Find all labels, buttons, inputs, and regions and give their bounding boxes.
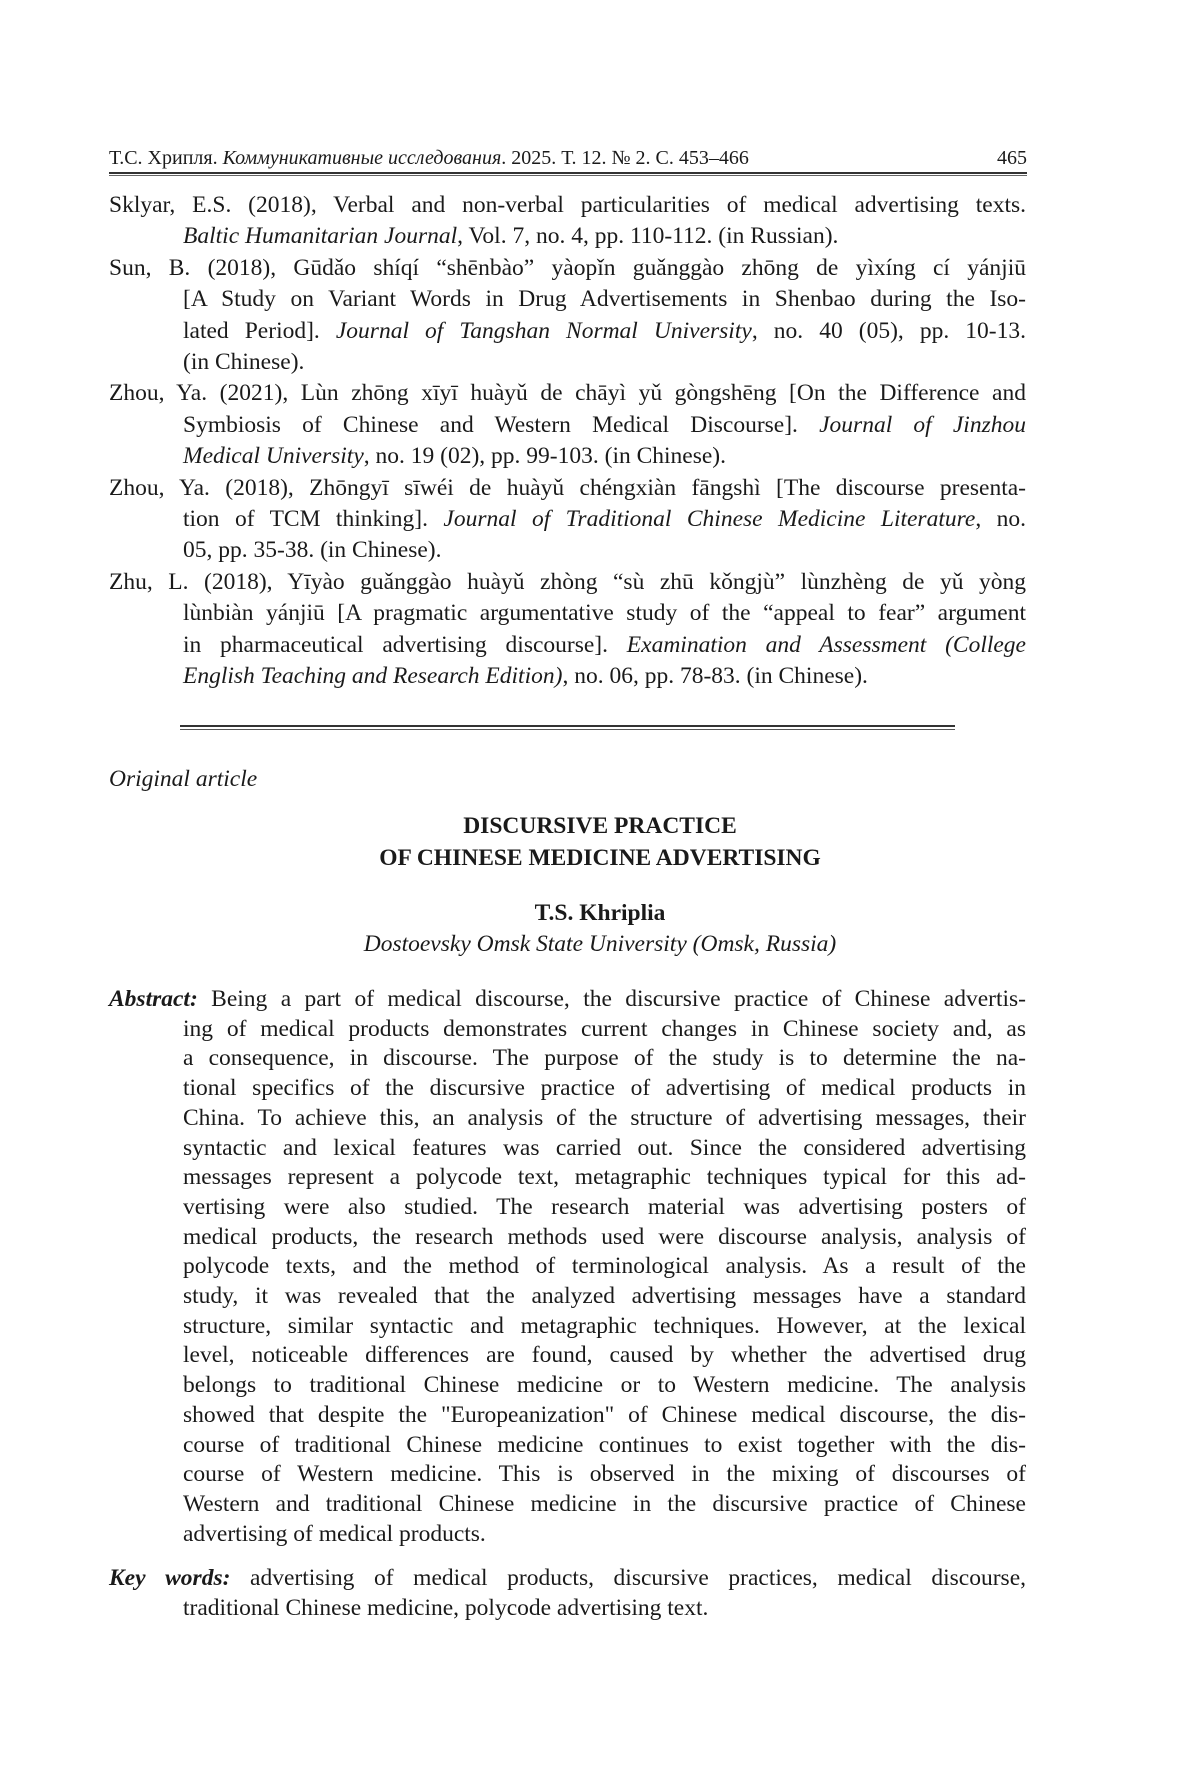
reference-text: Symbiosis of Chinese and Western Medical Discourse]. [183,411,820,438]
reference-text: , no. 40 (05), pp. 10-13. [751,317,1027,344]
reference-text: 05, pp. 35-38. (in Chinese). [183,537,442,564]
reference-text: tion of TCM thinking]. [183,506,444,533]
reference-text: , Vol. 7, no. 4, pp. 110-112. (in Russian). [457,223,839,250]
reference-text: lùnbiàn yánjiū [A pragmatic argumentative study of the “appeal to fear” argument [183,600,1026,627]
abstract [109,985,1026,1549]
reference-line [183,504,1026,535]
reference-text: Zhu, L. (2018), Yīyào guǎnggào huàyǔ zhòng “sù zhū kǒngjù” lùnzhèng de yǔ yòng [109,568,1026,595]
reference-line [109,567,1026,598]
reference-text: [A Study on Variant Words in Drug Advertisements in Shenbao during the Iso- [183,286,1026,313]
reference-text: Zhou, Ya. (2018), Zhōngyī sīwéi de huàyǔ chéngxiàn fāngshì [The discourse presenta- [109,474,1026,501]
abstract-line [183,1074,1026,1104]
article-type: Original article [109,766,258,792]
keywords-label: Key words: [109,1565,231,1591]
abstract-text: syntactic and lexical features was carried out. Since the considered advertising [183,1134,1026,1161]
abstract-text: Western and traditional Chinese medicine in the discursive practice of Chinese [183,1490,1026,1517]
reference-entry [109,567,1026,693]
reference-text: Sun, B. (2018), Gūdǎo shíqí “shēnbào” yàopǐn guǎnggào zhōng de yìxíng cí yánjiū [109,254,1026,281]
author-affiliation: Dostoevsky Omsk State University (Omsk, Russia) [363,931,837,957]
abstract-line [183,1401,1026,1431]
abstract-text: Being a part of medical discourse, the discursive practice of Chinese advertis- [197,986,1026,1012]
abstract-text: vertising were also studied. The research material was advertising posters of [183,1193,1026,1220]
abstract-text: level, noticeable differences are found, caused by whether the advertised drug [183,1342,1026,1369]
keywords-line [183,1594,1026,1624]
reference-text: lated Period]. [183,317,336,344]
reference-line [183,535,1026,566]
abstract-text: study, it was revealed that the analyzed advertising messages have a standard [183,1283,1026,1310]
reference-entry [109,473,1026,567]
keywords [109,1564,1026,1623]
article-author: T.S. Khriplia [534,900,666,926]
abstract-text: tional specifics of the discursive practice of advertising of medical products in [183,1075,1026,1102]
reference-line [183,410,1026,441]
abstract-line [183,1134,1026,1164]
reference-line [183,598,1026,629]
reference-line [183,347,1026,378]
header-rule [109,172,1027,176]
abstract-text: showed that despite the "Europeanization" of Chinese medical discourse, the dis- [183,1401,1026,1428]
abstract-line [183,1490,1026,1520]
abstract-text: ing of medical products demonstrates current changes in Chinese society and, as [183,1015,1026,1042]
abstract-line [183,1371,1026,1401]
abstract-line [183,1015,1026,1045]
abstract-line [183,1104,1026,1134]
abstract-text: a consequence, in discourse. The purpose of the study is to determine the na- [183,1045,1026,1072]
reference-source: Journal of Jinzhou [819,411,1026,438]
reference-source: Examination and Assessment (College [626,631,1026,658]
abstract-text: belongs to traditional Chinese medicine or to Western medicine. The analysis [183,1372,1026,1399]
reference-source: Journal of Tangshan Normal University [335,317,752,344]
reference-text: in pharmaceutical advertising discourse]. [183,631,627,658]
reference-line [183,630,1026,661]
abstract-text: structure, similar syntactic and metagraphic techniques. However, at the lexical [183,1312,1026,1339]
abstract-text: course of Western medicine. This is observed in the mixing of discourses of [183,1461,1026,1488]
reference-line [183,316,1026,347]
abstract-text: course of traditional Chinese medicine continues to exist together with the dis- [183,1431,1026,1458]
abstract-line [183,1252,1026,1282]
reference-entry [109,253,1026,379]
abstract-text: messages represent a polycode text, metagraphic techniques typical for this ad- [183,1164,1026,1191]
reference-source: English Teaching and Research Edition) [183,663,563,690]
abstract-line [109,985,1026,1015]
reference-source: Medical University [183,443,364,470]
reference-text: Sklyar, E.S. (2018), Verbal and non-verbal particularities of medical advertising texts. [109,192,1026,218]
running-header [109,146,1027,170]
header-details: . 2025. Т. 12. № 2. С. 453–466 [501,147,749,169]
reference-text: , no. [975,506,1026,533]
reference-line [109,473,1026,504]
abstract-text: polycode texts, and the method of terminological analysis. As a result of the [183,1253,1026,1280]
keywords-text: traditional Chinese medicine, polycode advertising text. [183,1594,709,1621]
title-line: OF CHINESE MEDICINE ADVERTISING [379,845,821,871]
abstract-line [183,1341,1026,1371]
reference-source: Baltic Humanitarian Journal [183,223,458,250]
reference-line [109,253,1026,284]
keywords-text: advertising of medical products, discursive practices, medical discourse, [230,1565,1026,1591]
reference-line [109,378,1026,409]
abstract-line [183,1312,1026,1342]
article-title [0,810,1200,874]
reference-entry [109,190,1026,253]
title-line: DISCURSIVE PRACTICE [463,813,737,839]
abstract-line [183,1431,1026,1461]
abstract-line [183,1282,1026,1312]
abstract-line [183,1520,1026,1550]
reference-list [109,190,1026,693]
reference-line [183,221,1026,252]
section-separator [180,725,955,730]
abstract-line [183,1223,1026,1253]
abstract-line [183,1193,1026,1223]
abstract-line [183,1460,1026,1490]
keywords-line [109,1564,1026,1594]
header-journal: Коммуникативные исследования [222,147,502,169]
page-number: 465 [997,147,1027,169]
reference-entry [109,378,1026,472]
abstract-line [183,1044,1026,1074]
abstract-text: China. To achieve this, an analysis of the structure of advertising messages, their [183,1104,1026,1131]
header-author: Т.С. Хрипля. [109,147,223,169]
reference-text: , no. 19 (02), pp. 99-103. (in Chinese). [363,443,727,470]
reference-line [183,284,1026,315]
abstract-label: Abstract: [109,986,198,1012]
reference-line [183,661,1026,692]
reference-source: Journal of Traditional Chinese Medicine Literature [443,506,976,533]
reference-text: (in Chinese). [183,349,305,376]
reference-text: , no. 06, pp. 78-83. (in Chinese). [562,663,868,690]
reference-text: Zhou, Ya. (2021), Lùn zhōng xīyī huàyǔ de chāyì yǔ gòngshēng [On the Difference and [109,380,1026,407]
abstract-text: advertising of medical products. [183,1520,486,1547]
abstract-text: medical products, the research methods used were discourse analysis, analysis of [183,1223,1026,1250]
abstract-line [183,1163,1026,1193]
reference-line [109,190,1026,221]
reference-line [183,441,1026,472]
